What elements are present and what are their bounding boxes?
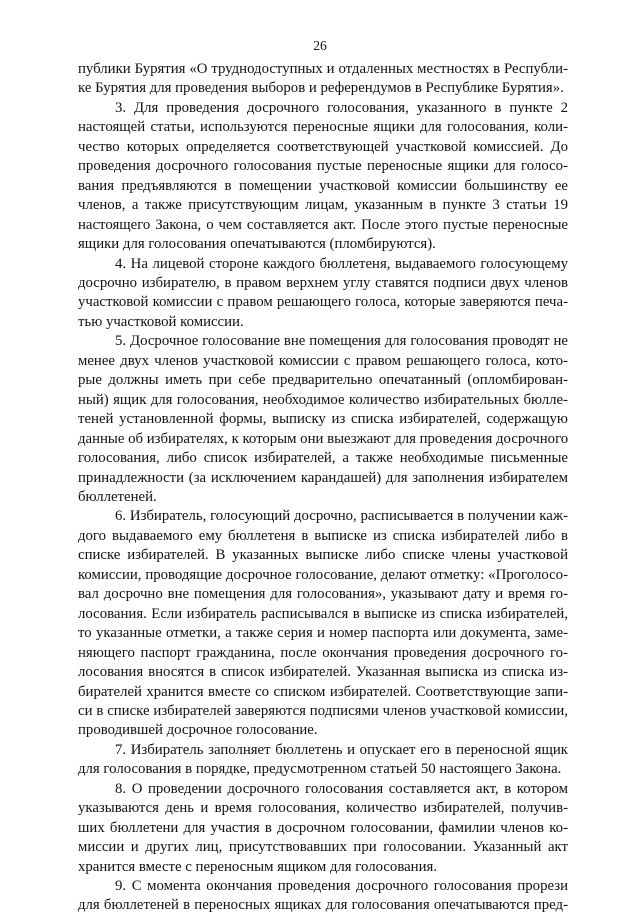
text-line: 5. Досрочное голосование вне помещения для голосования проводят не: [115, 333, 568, 350]
body-text: [78, 60, 568, 916]
text-line: 9. С момента окончания проведения досрочного голосования прорези: [115, 878, 568, 895]
text-line: ке Бурятия для проведения выборов и референдумов в Республике Бурятия».: [78, 80, 564, 97]
text-line: 3. Для проведения досрочного голосования, указанного в пункте 2: [115, 99, 568, 116]
page-number: 26: [313, 38, 327, 53]
text-line: лосования. Если избиратель расписывался в выписке из списка избирателей,: [78, 605, 568, 622]
text-line: проводившей досрочное голосование.: [78, 722, 318, 739]
text-line: то указанные отметки, а также серия и номер паспорта или документа, заме-: [78, 625, 568, 642]
text-line: настоящей статьи, используются переносные ящики для голосования, коли-: [78, 119, 568, 136]
text-line: вания предъявляются в помещении участковой комиссии большинству ее: [78, 177, 568, 194]
text-line: комиссии, проводящие досрочное голосование, делают отметку: «Проголосо-: [78, 566, 568, 583]
text-line: бюллетеней.: [78, 488, 157, 505]
text-line: досрочно избирателю, в правом верхнем углу ставятся подписи двух членов: [78, 274, 568, 291]
text-line: для голосования в порядке, предусмотренном статьей 50 настоящего Закона.: [78, 761, 562, 778]
text-line: миссии и других лиц, присутствовавших при голосовании. Указанный акт: [78, 839, 568, 856]
text-line: списке избирателей. В указанных выписке либо списке члены участковой: [78, 547, 568, 564]
text-line: принадлежности (за исключением карандашей) для заполнения избирателем: [78, 469, 568, 486]
text-line: теней установленной формы, выписку из списка избирателей, содержащую: [78, 411, 568, 428]
text-line: проведения досрочного голосования пустые переносные ящики для голосо-: [78, 158, 568, 175]
text-line: чество которых определяется соответствующей участковой комиссией. До: [78, 138, 568, 155]
text-line: данные об избирателях, к которым они выезжают для проведения досрочного: [78, 430, 569, 447]
text-line: 4. На лицевой стороне каждого бюллетеня, выдаваемого голосующему: [115, 255, 568, 272]
text-line: участковой комиссии с правом решающего голоса, которые заверяются печа-: [78, 294, 568, 311]
text-line: бирателей хранится вместе со списком избирателей. Соответствующие запи-: [78, 683, 568, 700]
text-line: дого выдаваемого ему бюллетеня в выписке из списка избирателей либо в: [78, 527, 568, 544]
text-line: голосования, либо список избирателей, а также необходимые письменные: [78, 450, 568, 467]
text-line: для бюллетеней в переносных ящиках для голосования опечатываются пред-: [78, 897, 568, 914]
text-line: лосования вносятся в список избирателей. Указанная выписка из списка из-: [78, 664, 568, 681]
text-line: вал досрочно вне помещения для голосования», указывают дату и время го-: [78, 586, 568, 603]
text-line: няющего паспорт гражданина, после окончания проведения досрочного го-: [78, 644, 568, 661]
text-line: ящики для голосования опечатываются (пломбируются).: [78, 236, 436, 253]
text-line: указываются день и время голосования, количество избирателей, получив-: [78, 800, 568, 817]
text-line: ших бюллетени для участия в досрочном голосовании, фамилии членов ко-: [78, 819, 568, 836]
text-line: 6. Избиратель, голосующий досрочно, расписывается в получении каж-: [115, 508, 568, 525]
text-line: 8. О проведении досрочного голосования составляется акт, в котором: [115, 780, 568, 797]
text-line: настоящего Закона, о чем составляется акт. После этого пустые переносные: [78, 216, 568, 233]
text-line: ный) ящик для голосования, необходимое количество избирательных бюлле-: [78, 391, 568, 408]
text-line: 7. Избиратель заполняет бюллетень и опускает его в переносной ящик: [115, 741, 568, 758]
text-line: тью участковой комиссии.: [78, 313, 244, 330]
text-line: менее двух членов участковой комиссии с правом решающего голоса, кото-: [78, 352, 568, 369]
text-line: членов, а также присутствующим лицам, указанным в пункте 3 статьи 19: [78, 197, 568, 214]
text-line: рые должны иметь при себе предварительно опечатанный (опломбирован-: [78, 372, 568, 389]
text-line: хранится вместе с переносным ящиком для голосования.: [78, 858, 438, 875]
text-line: си в списке избирателей заверяются подписями членов участковой комиссии,: [78, 702, 568, 719]
text-line: публики Бурятия «О труднодоступных и отдаленных местностях в Республи-: [78, 61, 568, 77]
